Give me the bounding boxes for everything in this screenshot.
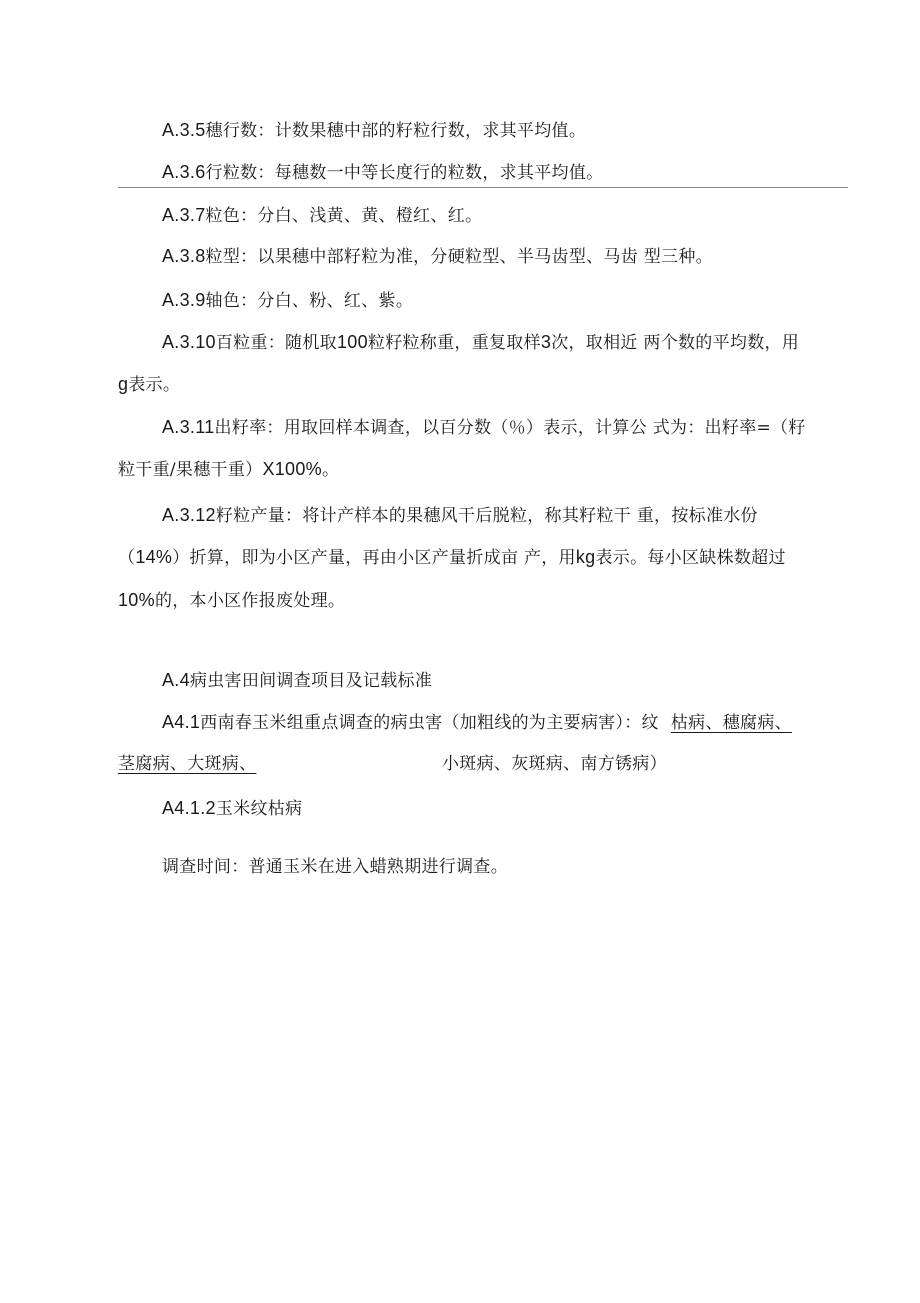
item-a-3-6 xyxy=(162,160,603,185)
section-title: 病虫害田间调查项目及记载标准 xyxy=(189,671,433,691)
item-text: 粒干重/果穗干重） xyxy=(118,460,263,480)
item-text: 行粒数：每穗数一中等长度行的粒数，求其平均值。 xyxy=(205,163,604,183)
number-value: 14% xyxy=(135,547,173,567)
item-code: A4.1 xyxy=(162,712,201,732)
item-code: A.3.6 xyxy=(162,162,206,182)
item-code: A.3.11 xyxy=(162,417,215,437)
item-text: 西南春玉米组重点调查的病虫害（加粗线的为主要病害）：纹 xyxy=(200,713,659,733)
survey-time xyxy=(162,855,508,879)
item-code: A.3.9 xyxy=(162,290,206,310)
item-a-3-11-line-1 xyxy=(162,415,806,440)
item-text: 粒籽粒称重，重复取样 xyxy=(367,333,541,353)
section-a-4 xyxy=(162,668,432,693)
item-text: 轴色：分白、粉、红、紫。 xyxy=(205,291,414,311)
main-disease-text: 枯病、穗腐病、 xyxy=(670,713,792,733)
item-text: （ xyxy=(118,548,136,568)
item-a-3-10-line-2 xyxy=(118,372,180,397)
item-code: A.3.7 xyxy=(162,205,206,225)
item-a-3-9 xyxy=(162,288,413,313)
item-a4-1-line-2 xyxy=(118,752,256,776)
number-value: 10% xyxy=(118,590,155,610)
item-a-3-11-line-2 xyxy=(118,457,339,482)
header-divider xyxy=(118,187,848,188)
item-code: A.3.8 xyxy=(162,246,206,266)
main-disease-text: 茎腐病、大斑病、 xyxy=(118,754,257,774)
item-code: A4.1.2 xyxy=(162,798,216,818)
item-a4-1-2 xyxy=(162,796,302,821)
item-a-3-5 xyxy=(162,118,586,143)
item-text: 表示。 xyxy=(128,375,181,395)
item-text: 籽粒产量：将计产样本的果穗风干后脱粒，称其籽粒干 重，按标准水份 xyxy=(215,506,758,526)
formula-value: X100% xyxy=(262,459,322,479)
item-text: 粒型：以果穗中部籽粒为准，分硬粒型、半马齿型、马齿 型三种。 xyxy=(205,247,713,267)
item-text: 百粒重：随机取 xyxy=(215,333,337,353)
item-text: 出籽率：用取回样本调查，以百分数（％）表示，计算公 式为：出籽率=（籽 xyxy=(214,418,806,438)
section-code: A.4 xyxy=(162,670,190,690)
item-a-3-8 xyxy=(162,244,713,269)
item-a4-1-line-1 xyxy=(162,710,792,735)
item-a-3-12-line-1 xyxy=(162,503,758,528)
number-value: 3 xyxy=(540,332,552,352)
item-a-3-10-line-1 xyxy=(162,330,799,355)
item-a-3-12-line-2 xyxy=(118,545,786,570)
item-code: A.3.12 xyxy=(162,505,216,525)
item-text: 小斑病、灰斑病、南方锈病） xyxy=(442,754,667,774)
item-a-3-12-line-3 xyxy=(118,588,345,613)
number-value: 100 xyxy=(336,332,368,352)
survey-text: 调查时间：普通玉米在进入蜡熟期进行调查。 xyxy=(162,857,508,877)
item-text: 玉米纹枯病 xyxy=(215,799,303,819)
unit-value: g xyxy=(118,374,129,394)
item-text: 表示。每小区缺株数超过 xyxy=(595,548,786,568)
item-text: 粒色：分白、浅黄、黄、橙红、红。 xyxy=(205,206,483,226)
item-code: A.3.5 xyxy=(162,120,206,140)
item-code: A.3.10 xyxy=(162,332,216,352)
item-text: 的，本小区作报废处理。 xyxy=(154,591,346,611)
item-text: 穗行数：计数果穗中部的籽粒行数，求其平均值。 xyxy=(205,121,587,141)
item-a4-1-line-2-tail xyxy=(442,752,667,776)
item-text: 。 xyxy=(321,460,340,480)
item-text: ）折算，即为小区产量，再由小区产量折成亩 产，用 xyxy=(172,548,576,568)
unit-value: kg xyxy=(575,547,596,567)
item-text: 次，取相近 两个数的平均数，用 xyxy=(551,333,800,353)
item-a-3-7 xyxy=(162,203,482,228)
